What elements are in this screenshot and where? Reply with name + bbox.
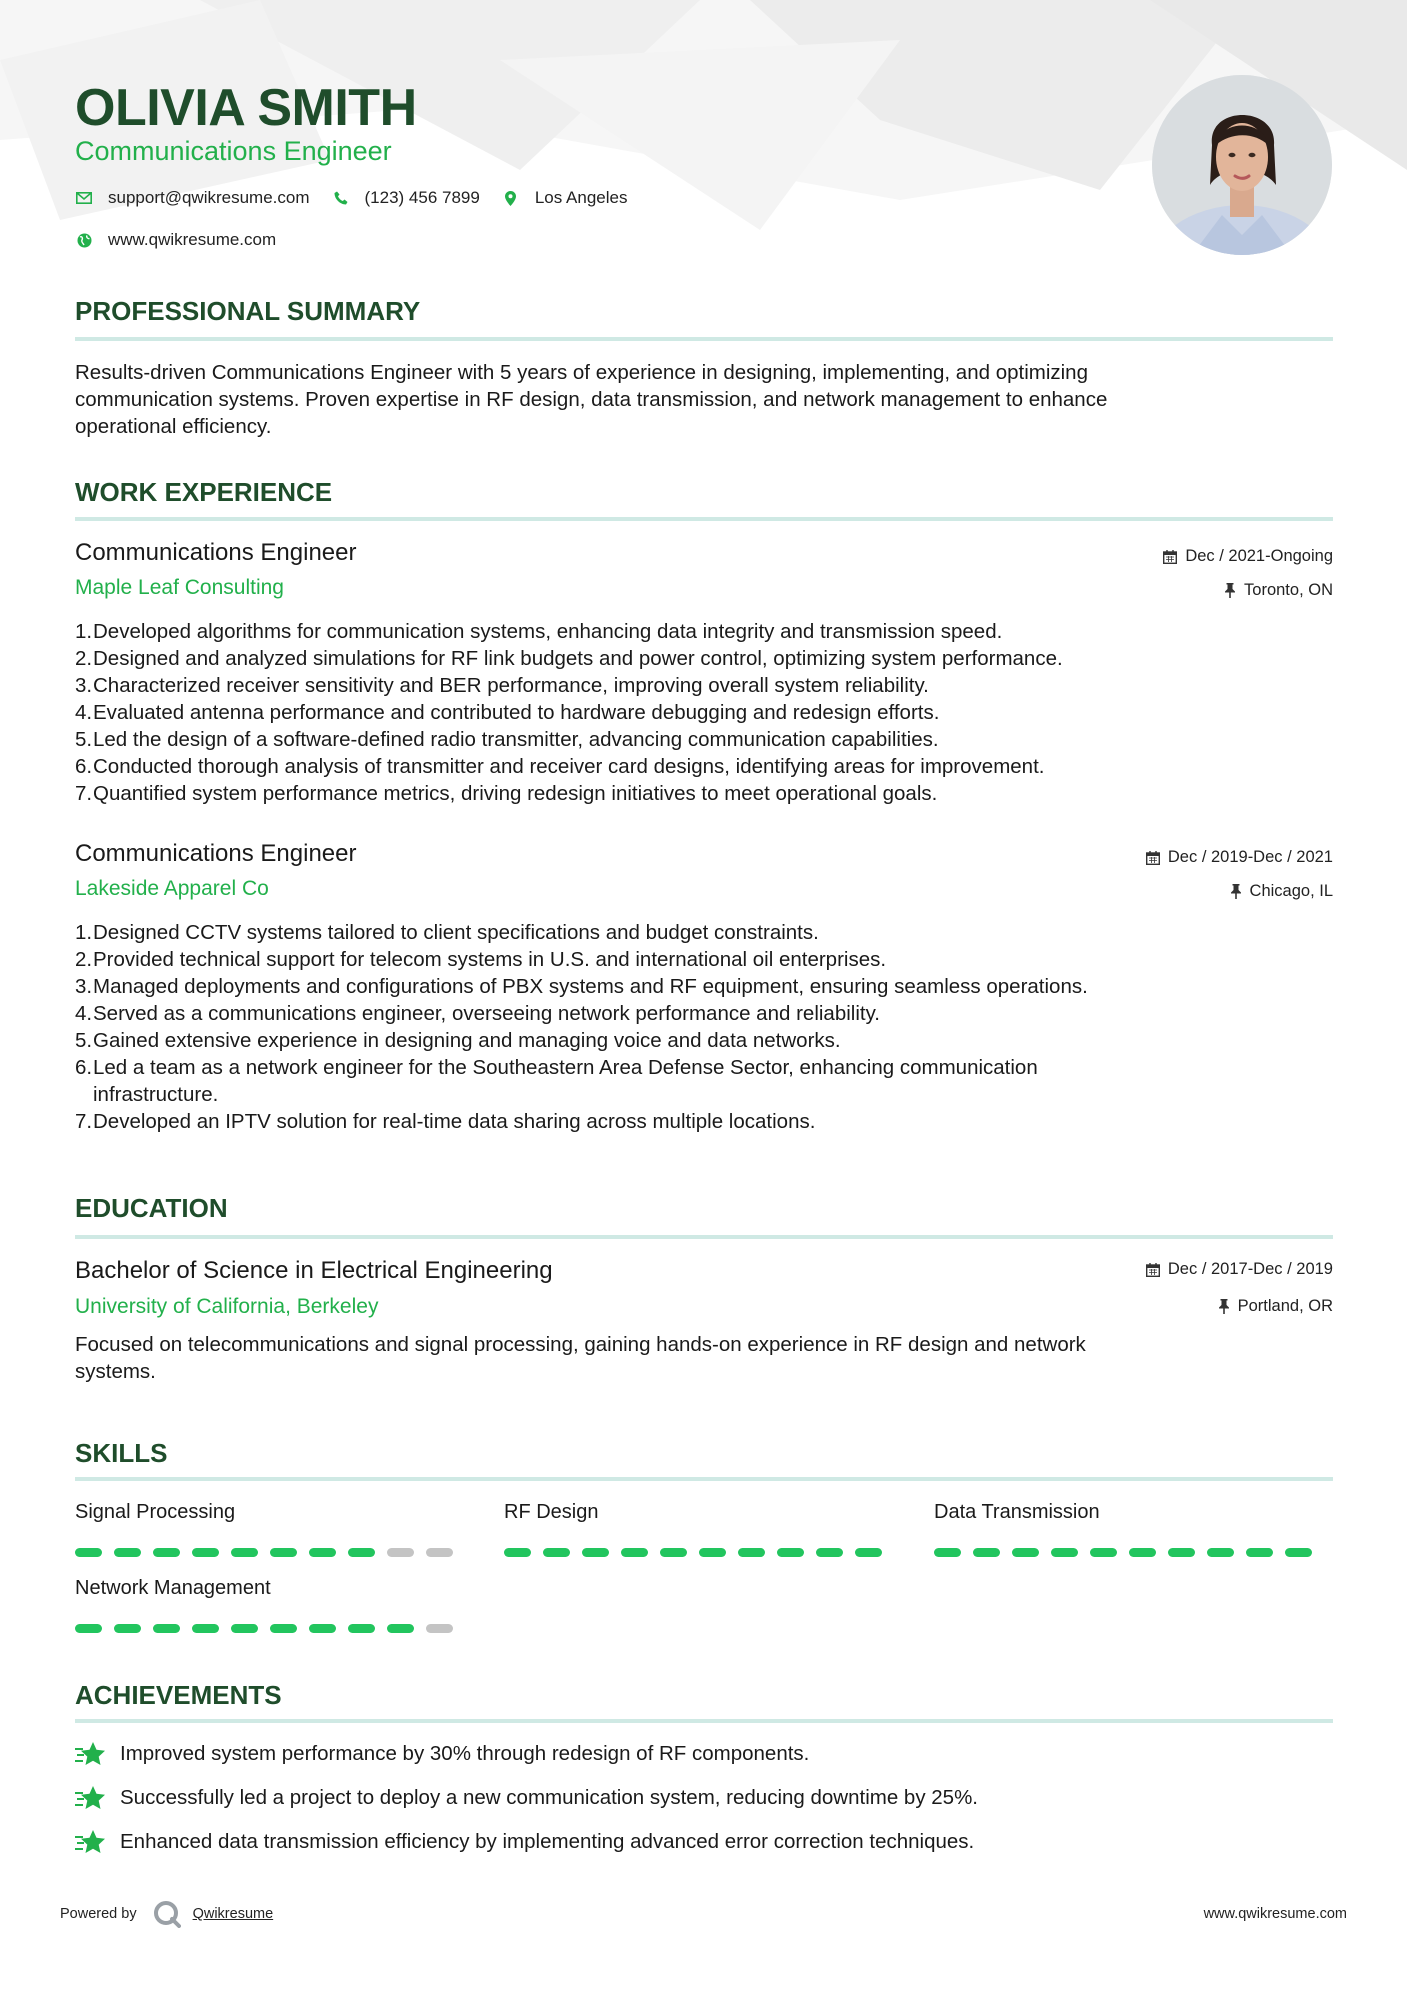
education-dates-text: Dec / 2017-Dec / 2019 bbox=[1167, 1260, 1333, 1278]
skill-dash-filled bbox=[270, 1548, 297, 1557]
skill-dash-filled bbox=[231, 1624, 258, 1633]
star-icon bbox=[75, 1741, 107, 1767]
skills-heading: SKILLS bbox=[75, 1438, 168, 1468]
job-dates-text: Dec / 2021-Ongoing bbox=[1185, 547, 1333, 565]
job-dates bbox=[1146, 848, 1333, 867]
candidate-title: Communications Engineer bbox=[75, 136, 392, 166]
job-location bbox=[1224, 581, 1333, 600]
skill-dash-filled bbox=[1207, 1548, 1234, 1557]
skill-level-bar bbox=[75, 1624, 465, 1633]
skill-dash-filled bbox=[192, 1548, 219, 1557]
summary-text bbox=[75, 359, 1285, 440]
skill-dash-filled bbox=[1168, 1548, 1195, 1557]
skill-dash-filled bbox=[348, 1624, 375, 1633]
phone-item[interactable] bbox=[332, 188, 480, 208]
skill-dash-filled bbox=[75, 1548, 102, 1557]
skill-dash-filled bbox=[192, 1624, 219, 1633]
globe-icon bbox=[75, 231, 93, 249]
skill-dash-filled bbox=[309, 1624, 336, 1633]
skill-dash-filled bbox=[1051, 1548, 1078, 1557]
company-name: Maple Leaf Consulting bbox=[75, 576, 284, 599]
map-pin-icon bbox=[502, 189, 520, 207]
email-text[interactable]: support@qwikresume.com bbox=[108, 188, 310, 207]
skill-dash-filled bbox=[660, 1548, 687, 1557]
pushpin-icon bbox=[1218, 1299, 1230, 1314]
powered-by-label: Powered by bbox=[60, 1906, 137, 1922]
skill-dash-filled bbox=[738, 1548, 765, 1557]
skill-dash-filled bbox=[114, 1624, 141, 1633]
achievement-text: Successfully led a project to deploy a new communication system, reducing downtime by 25%. bbox=[120, 1786, 979, 1809]
skill-dash-empty bbox=[426, 1624, 453, 1633]
pushpin-icon bbox=[1230, 884, 1242, 899]
achievement-item bbox=[75, 1741, 809, 1767]
skill-name: RF Design bbox=[504, 1501, 599, 1523]
website-text[interactable]: www.qwikresume.com bbox=[108, 230, 277, 249]
education-dates bbox=[1146, 1260, 1333, 1279]
achievements-heading: ACHIEVEMENTS bbox=[75, 1680, 282, 1710]
skill-dash-filled bbox=[1246, 1548, 1273, 1557]
contact-row bbox=[75, 188, 649, 208]
skill-name: Signal Processing bbox=[75, 1501, 236, 1523]
skill-dash-filled bbox=[582, 1548, 609, 1557]
skill-dash-filled bbox=[114, 1548, 141, 1557]
list-item: 7. Quantified system performance metrics, driving redesign initiatives to meet operational goals. bbox=[75, 782, 938, 805]
candidate-name: OLIVIA SMITH bbox=[75, 79, 417, 137]
job-dates bbox=[1163, 547, 1333, 566]
star-icon bbox=[75, 1829, 107, 1855]
list-item: 3. Characterized receiver sensitivity and BER performance, improving overall system reliability. bbox=[75, 674, 929, 697]
skill-dash-filled bbox=[621, 1548, 648, 1557]
profile-photo bbox=[1152, 75, 1332, 255]
degree-title: Bachelor of Science in Electrical Engineering bbox=[75, 1257, 553, 1284]
summary-line: Results-driven Communications Engineer with 5 years of experience in designing, implementing, and optimizing bbox=[75, 361, 1088, 384]
list-item: 1. Developed algorithms for communication systems, enhancing data integrity and transmission speed. bbox=[75, 620, 1003, 643]
footer-url[interactable]: www.qwikresume.com bbox=[1203, 1906, 1347, 1922]
job-dates-text: Dec / 2019-Dec / 2021 bbox=[1167, 848, 1333, 866]
skill-level-bar bbox=[504, 1548, 894, 1557]
section-divider bbox=[75, 337, 1333, 341]
skill-name: Data Transmission bbox=[934, 1501, 1100, 1523]
job-bullets bbox=[75, 618, 1315, 807]
section-divider bbox=[75, 1477, 1333, 1481]
experience-heading: WORK EXPERIENCE bbox=[75, 477, 333, 507]
skill-dash-filled bbox=[504, 1548, 531, 1557]
section-divider bbox=[75, 1719, 1333, 1723]
list-item: 6. Conducted thorough analysis of transmitter and receiver card designs, identifying areas for improvement. bbox=[75, 755, 1045, 778]
list-item: 1. Designed CCTV systems tailored to client specifications and budget constraints. bbox=[75, 921, 819, 944]
skill-dash-filled bbox=[1285, 1548, 1312, 1557]
skill-dash-filled bbox=[816, 1548, 843, 1557]
achievement-text: Enhanced data transmission efficiency by implementing advanced error correction techniques. bbox=[120, 1830, 975, 1853]
list-item: 7. Developed an IPTV solution for real-time data sharing across multiple locations. bbox=[75, 1110, 816, 1133]
skill-level-bar bbox=[934, 1548, 1324, 1557]
skill-dash-filled bbox=[348, 1548, 375, 1557]
qwikresume-logo-icon bbox=[153, 1900, 181, 1928]
summary-line: operational efficiency. bbox=[75, 415, 272, 438]
summary-line: communication systems. Proven expertise in RF design, data transmission, and network management to enhance bbox=[75, 388, 1108, 411]
skill-dash-filled bbox=[1090, 1548, 1117, 1557]
skill-dash-filled bbox=[934, 1548, 961, 1557]
job-bullets bbox=[75, 919, 1315, 1135]
skill-name: Network Management bbox=[75, 1577, 271, 1599]
job-location bbox=[1230, 882, 1333, 901]
job-title: Communications Engineer bbox=[75, 840, 357, 867]
website-item[interactable] bbox=[75, 230, 276, 250]
skill-dash-filled bbox=[231, 1548, 258, 1557]
skill-dash-empty bbox=[426, 1548, 453, 1557]
list-item: 5. Gained extensive experience in designing and managing voice and data networks. bbox=[75, 1029, 841, 1052]
skill-dash-filled bbox=[777, 1548, 804, 1557]
skill-dash-filled bbox=[270, 1624, 297, 1633]
achievement-text: Improved system performance by 30% through redesign of RF components. bbox=[120, 1742, 810, 1765]
list-item: 5. Led the design of a software-defined radio transmitter, advancing communication capabilities. bbox=[75, 728, 939, 751]
list-item: 6. Led a team as a network engineer for the Southeastern Area Defense Sector, enhancing communication bbox=[75, 1056, 1038, 1079]
job-location-text: Toronto, ON bbox=[1244, 581, 1333, 599]
education-line: Focused on telecommunications and signal processing, gaining hands-on experience in RF design and network bbox=[75, 1333, 1086, 1356]
calendar-icon bbox=[1163, 550, 1177, 564]
list-item: 4. Evaluated antenna performance and contributed to hardware debugging and redesign efforts. bbox=[75, 701, 940, 724]
summary-heading: PROFESSIONAL SUMMARY bbox=[75, 296, 421, 326]
star-icon bbox=[75, 1785, 107, 1811]
achievement-item bbox=[75, 1829, 974, 1855]
education-description bbox=[75, 1331, 1285, 1385]
job-location-text: Chicago, IL bbox=[1249, 882, 1333, 900]
skill-dash-filled bbox=[75, 1624, 102, 1633]
skill-dash-filled bbox=[973, 1548, 1000, 1557]
skill-dash-filled bbox=[153, 1548, 180, 1557]
skill-dash-filled bbox=[1129, 1548, 1156, 1557]
skill-dash-filled bbox=[699, 1548, 726, 1557]
company-name: Lakeside Apparel Co bbox=[75, 877, 269, 900]
skill-dash-filled bbox=[387, 1624, 414, 1633]
list-item: 3. Managed deployments and configurations of PBX systems and RF equipment, ensuring seamless operations. bbox=[75, 975, 1088, 998]
list-item: 4. Served as a communications engineer, overseeing network performance and reliability. bbox=[75, 1002, 881, 1025]
skill-dash-empty bbox=[387, 1548, 414, 1557]
section-divider bbox=[75, 517, 1333, 521]
skill-dash-filled bbox=[543, 1548, 570, 1557]
skill-dash-filled bbox=[153, 1624, 180, 1633]
list-item: 2. Provided technical support for telecom systems in U.S. and international oil enterprises. bbox=[75, 948, 887, 971]
email-item[interactable] bbox=[75, 188, 310, 208]
envelope-icon bbox=[75, 189, 93, 207]
education-location bbox=[1218, 1297, 1333, 1316]
calendar-icon bbox=[1146, 1263, 1160, 1277]
education-location-text: Portland, OR bbox=[1237, 1297, 1333, 1315]
education-heading: EDUCATION bbox=[75, 1193, 228, 1223]
location-item bbox=[502, 188, 628, 208]
brand-link[interactable]: Qwikresume bbox=[192, 1906, 274, 1922]
phone-icon bbox=[332, 189, 350, 207]
phone-text[interactable]: (123) 456 7899 bbox=[364, 188, 480, 207]
website-row bbox=[75, 230, 298, 250]
skill-dash-filled bbox=[1012, 1548, 1039, 1557]
school-name: University of California, Berkeley bbox=[75, 1295, 379, 1318]
education-line: systems. bbox=[75, 1360, 156, 1383]
achievement-item bbox=[75, 1785, 978, 1811]
skill-dash-filled bbox=[855, 1548, 882, 1557]
skill-level-bar bbox=[75, 1548, 465, 1557]
skill-dash-filled bbox=[309, 1548, 336, 1557]
calendar-icon bbox=[1146, 851, 1160, 865]
location-text: Los Angeles bbox=[534, 188, 628, 207]
section-divider bbox=[75, 1235, 1333, 1239]
list-item: 2. Designed and analyzed simulations for RF link budgets and power control, optimizing system performance. bbox=[75, 647, 1063, 670]
pushpin-icon bbox=[1224, 583, 1236, 598]
list-item: infrastructure. bbox=[93, 1083, 219, 1106]
job-title: Communications Engineer bbox=[75, 539, 357, 566]
footer-powered-by bbox=[60, 1900, 273, 1928]
